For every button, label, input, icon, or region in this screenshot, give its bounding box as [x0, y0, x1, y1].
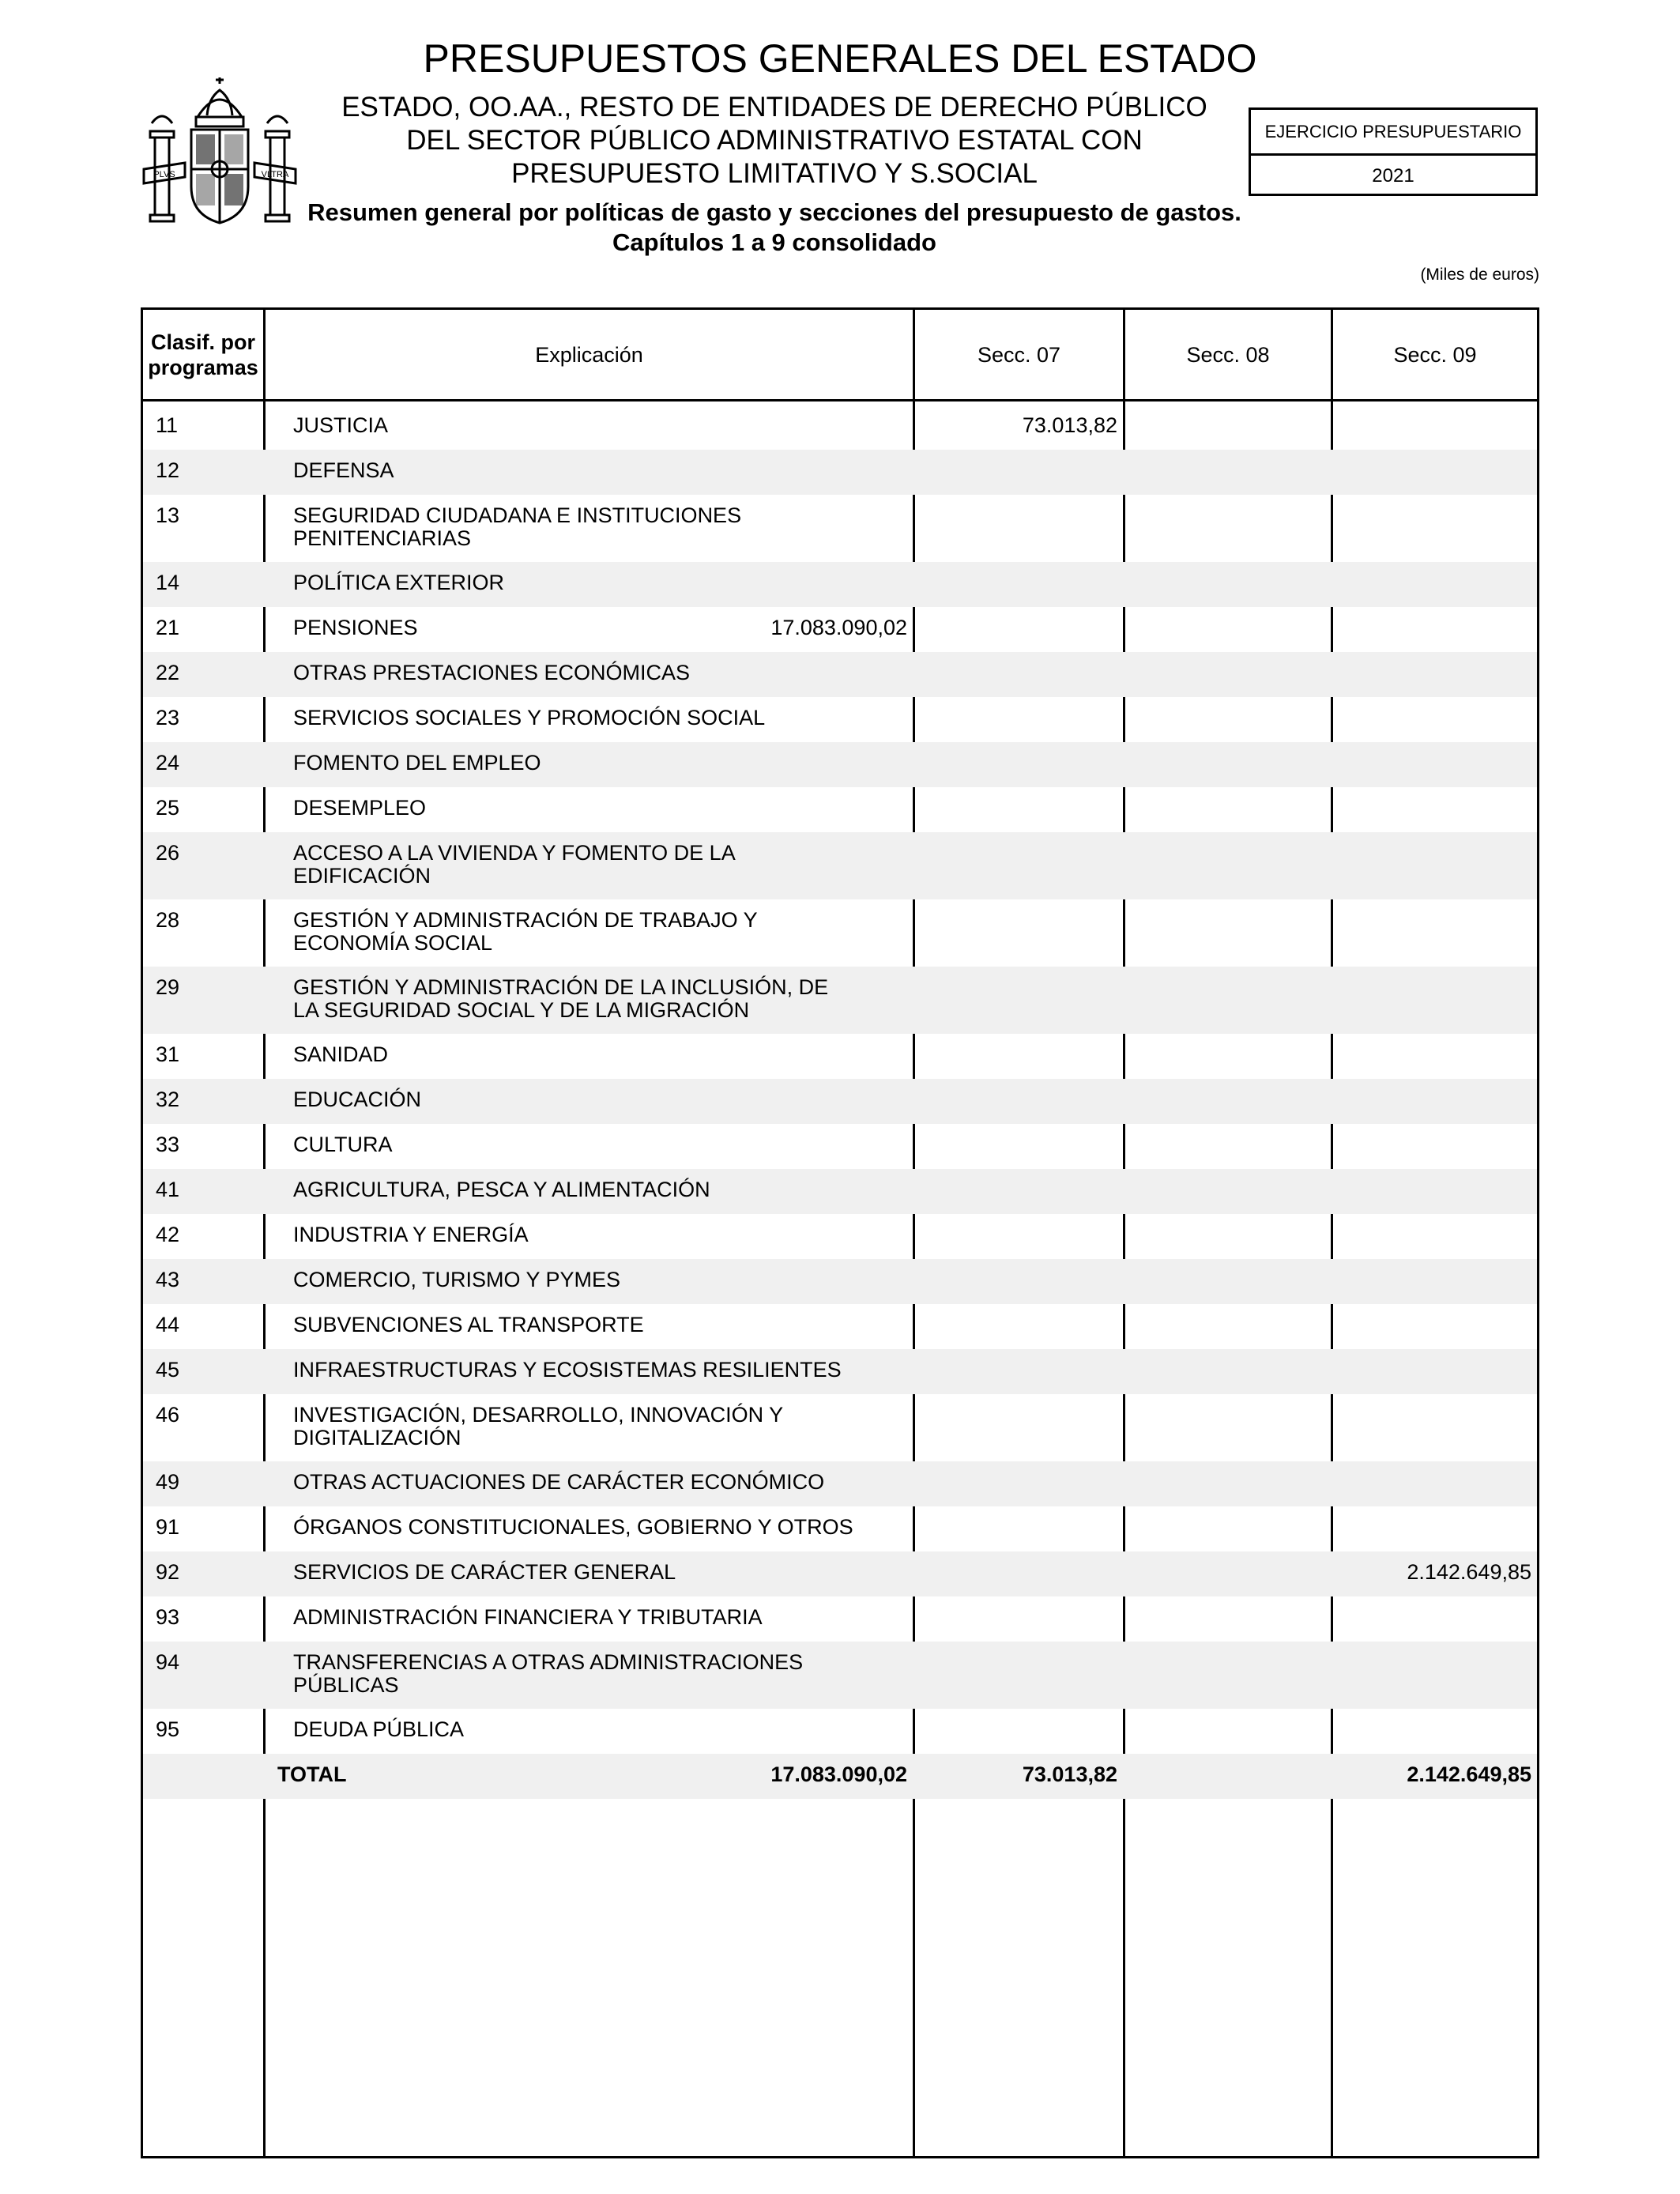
row-explanation [293, 414, 925, 437]
column-header-clasif: Clasif. por programas [148, 330, 258, 379]
row-explanation [293, 1178, 925, 1201]
explanation-line: TRANSFERENCIAS A OTRAS ADMINISTRACIONES [293, 1650, 804, 1674]
explanation-line: ADMINISTRACIÓN FINANCIERA Y TRIBUTARIA [293, 1605, 763, 1629]
explanation-line: PENSIONES [293, 616, 418, 639]
row-code: 24 [156, 751, 180, 775]
explanation-line: DIGITALIZACIÓN [293, 1426, 461, 1449]
row-explanation [293, 504, 925, 550]
table-row [143, 1642, 1537, 1709]
row-explanation [293, 1088, 925, 1111]
row-code: 92 [156, 1560, 180, 1584]
row-explanation [293, 1404, 925, 1449]
column-header-secc07: Secc. 07 [977, 342, 1061, 367]
row-code: 32 [156, 1088, 180, 1111]
explanation-line: PENITENCIARIAS [293, 526, 472, 550]
column-header-explicacion: Explicación [535, 342, 643, 367]
row-explanation [293, 842, 925, 888]
table-row [143, 495, 1537, 562]
row-code: 45 [156, 1358, 180, 1382]
budget-table [141, 307, 1539, 2158]
explanation-line: SERVICIOS SOCIALES Y PROMOCIÓN SOCIAL [293, 706, 766, 729]
summary-line: Capítulos 1 a 9 consolidado [612, 228, 936, 256]
table-row [143, 1079, 1537, 1124]
row-explanation [293, 707, 925, 729]
row-code: 14 [156, 571, 180, 594]
table-row [143, 1461, 1537, 1506]
row-amount-s07: 17.083.090,02 [770, 616, 907, 639]
row-explanation [293, 1718, 925, 1741]
explanation-line: INDUSTRIA Y ENERGÍA [293, 1223, 529, 1246]
table-row [143, 1034, 1537, 1079]
row-code: 41 [156, 1178, 180, 1201]
row-explanation [293, 1471, 925, 1494]
explanation-line: DEFENSA [293, 458, 394, 482]
explanation-line: JUSTICIA [293, 413, 389, 437]
row-amount-s08: 73.013,82 [1022, 413, 1117, 437]
table-row [143, 1169, 1537, 1214]
row-code: 22 [156, 661, 180, 684]
row-code: 33 [156, 1133, 180, 1156]
explanation-line: SANIDAD [293, 1042, 389, 1066]
table-row [143, 742, 1537, 787]
row-explanation [293, 1516, 925, 1539]
table-row [143, 1349, 1537, 1394]
explanation-line: ÓRGANOS CONSTITUCIONALES, GOBIERNO Y OTROS [293, 1515, 853, 1539]
units-note: (Miles de euros) [1420, 266, 1539, 284]
summary-heading [300, 198, 1249, 258]
row-code: 49 [156, 1470, 180, 1494]
column-header-secc08: Secc. 08 [1186, 342, 1270, 367]
column-header-secc09: Secc. 09 [1393, 342, 1477, 367]
row-code: 42 [156, 1223, 180, 1246]
subtitle-line: PRESUPUESTO LIMITATIVO Y S.SOCIAL [511, 158, 1038, 189]
row-explanation [293, 752, 925, 775]
explanation-line: POLÍTICA EXTERIOR [293, 571, 505, 594]
table-row [143, 832, 1537, 899]
row-code: 91 [156, 1515, 180, 1539]
row-explanation [293, 571, 925, 594]
row-explanation [293, 797, 925, 820]
row-explanation [293, 976, 925, 1022]
row-amount-s09: 2.142.649,85 [1407, 1560, 1531, 1584]
explanation-line: INFRAESTRUCTURAS Y ECOSISTEMAS RESILIENTES [293, 1358, 842, 1382]
table-row [143, 967, 1537, 1034]
explanation-line: OTRAS ACTUACIONES DE CARÁCTER ECONÓMICO [293, 1470, 825, 1494]
explanation-line: ECONOMÍA SOCIAL [293, 931, 493, 955]
budget-year-box [1249, 107, 1538, 196]
row-code: 93 [156, 1605, 180, 1629]
explanation-line: EDUCACIÓN [293, 1088, 422, 1111]
table-header [143, 310, 1537, 401]
row-explanation [293, 1359, 925, 1382]
subtitle [300, 91, 1249, 190]
row-explanation [293, 1606, 925, 1629]
explanation-line: EDIFICACIÓN [293, 864, 431, 888]
row-code: 25 [156, 796, 180, 820]
row-code: 26 [156, 841, 180, 865]
table-row [143, 607, 1537, 652]
row-code: 11 [156, 413, 179, 437]
budget-year-value: 2021 [1372, 164, 1414, 187]
row-explanation [293, 662, 925, 684]
explanation-line: GESTIÓN Y ADMINISTRACIÓN DE TRABAJO Y [293, 908, 758, 932]
budget-year-label: EJERCICIO PRESUPUESTARIO [1251, 110, 1535, 156]
table-row [143, 1551, 1537, 1596]
row-explanation [293, 1651, 925, 1697]
row-explanation [293, 909, 925, 955]
total-amount-s09: 2.142.649,85 [1407, 1762, 1531, 1786]
total-label: TOTAL [277, 1762, 347, 1786]
motto-right: VLTRA [261, 170, 289, 179]
row-code: 12 [156, 458, 180, 482]
total-row [143, 1754, 1537, 1799]
row-code: 13 [156, 503, 180, 527]
explanation-line: GESTIÓN Y ADMINISTRACIÓN DE LA INCLUSIÓN, DE [293, 975, 829, 999]
table-row [143, 1596, 1537, 1642]
subtitle-line: ESTADO, OO.AA., RESTO DE ENTIDADES DE DERECHO PÚBLICO [341, 92, 1207, 123]
row-explanation [293, 1561, 925, 1584]
row-code: 31 [156, 1042, 180, 1066]
row-code: 44 [156, 1313, 180, 1336]
table-row [143, 1124, 1537, 1169]
table-row [143, 787, 1537, 832]
explanation-line: AGRICULTURA, PESCA Y ALIMENTACIÓN [293, 1178, 710, 1201]
row-code: 94 [156, 1650, 180, 1674]
summary-line: Resumen general por políticas de gasto y secciones del presupuesto de gastos. [307, 198, 1241, 226]
row-code: 21 [156, 616, 180, 639]
explanation-line: PÚBLICAS [293, 1673, 399, 1697]
row-explanation [293, 459, 925, 482]
table-row [143, 1214, 1537, 1259]
row-code: 28 [156, 908, 180, 932]
explanation-line: CULTURA [293, 1133, 393, 1156]
page-title: PRESUPUESTOS GENERALES DEL ESTADO [423, 36, 1257, 81]
explanation-line: LA SEGURIDAD SOCIAL Y DE LA MIGRACIÓN [293, 998, 750, 1022]
explanation-line: COMERCIO, TURISMO Y PYMES [293, 1268, 621, 1291]
row-explanation [293, 1269, 925, 1291]
total-amount-s07: 17.083.090,02 [770, 1762, 907, 1786]
total-amount-s08: 73.013,82 [1022, 1762, 1117, 1786]
table-row [143, 1394, 1537, 1461]
explanation-line: ACCESO A LA VIVIENDA Y FOMENTO DE LA [293, 841, 736, 865]
explanation-line: SEGURIDAD CIUDADANA E INSTITUCIONES [293, 503, 742, 527]
row-explanation [293, 1314, 925, 1336]
table-row [143, 899, 1537, 967]
table-row [143, 1304, 1537, 1349]
explanation-line: INVESTIGACIÓN, DESARROLLO, INNOVACIÓN Y [293, 1403, 784, 1427]
row-code: 23 [156, 706, 180, 729]
table-row [143, 652, 1537, 697]
table-row [143, 697, 1537, 742]
row-code: 46 [156, 1403, 180, 1427]
table-row [143, 1259, 1537, 1304]
row-code: 29 [156, 975, 180, 999]
table-row [143, 450, 1537, 495]
explanation-line: DEUDA PÚBLICA [293, 1717, 465, 1741]
coat-of-arms-logo [141, 76, 299, 231]
row-code: 43 [156, 1268, 180, 1291]
table-row [143, 405, 1537, 450]
row-explanation [293, 1133, 925, 1156]
explanation-line: FOMENTO DEL EMPLEO [293, 751, 541, 775]
row-code: 95 [156, 1717, 180, 1741]
explanation-line: SUBVENCIONES AL TRANSPORTE [293, 1313, 644, 1336]
explanation-line: SERVICIOS DE CARÁCTER GENERAL [293, 1560, 676, 1584]
explanation-line: DESEMPLEO [293, 796, 427, 820]
table-row [143, 1506, 1537, 1551]
motto-left: PLVS [153, 170, 175, 179]
row-explanation [293, 1223, 925, 1246]
table-row [143, 1709, 1537, 1754]
table-row [143, 562, 1537, 607]
explanation-line: OTRAS PRESTACIONES ECONÓMICAS [293, 661, 691, 684]
row-explanation [293, 1043, 925, 1066]
subtitle-line: DEL SECTOR PÚBLICO ADMINISTRATIVO ESTATAL CON [406, 125, 1143, 156]
